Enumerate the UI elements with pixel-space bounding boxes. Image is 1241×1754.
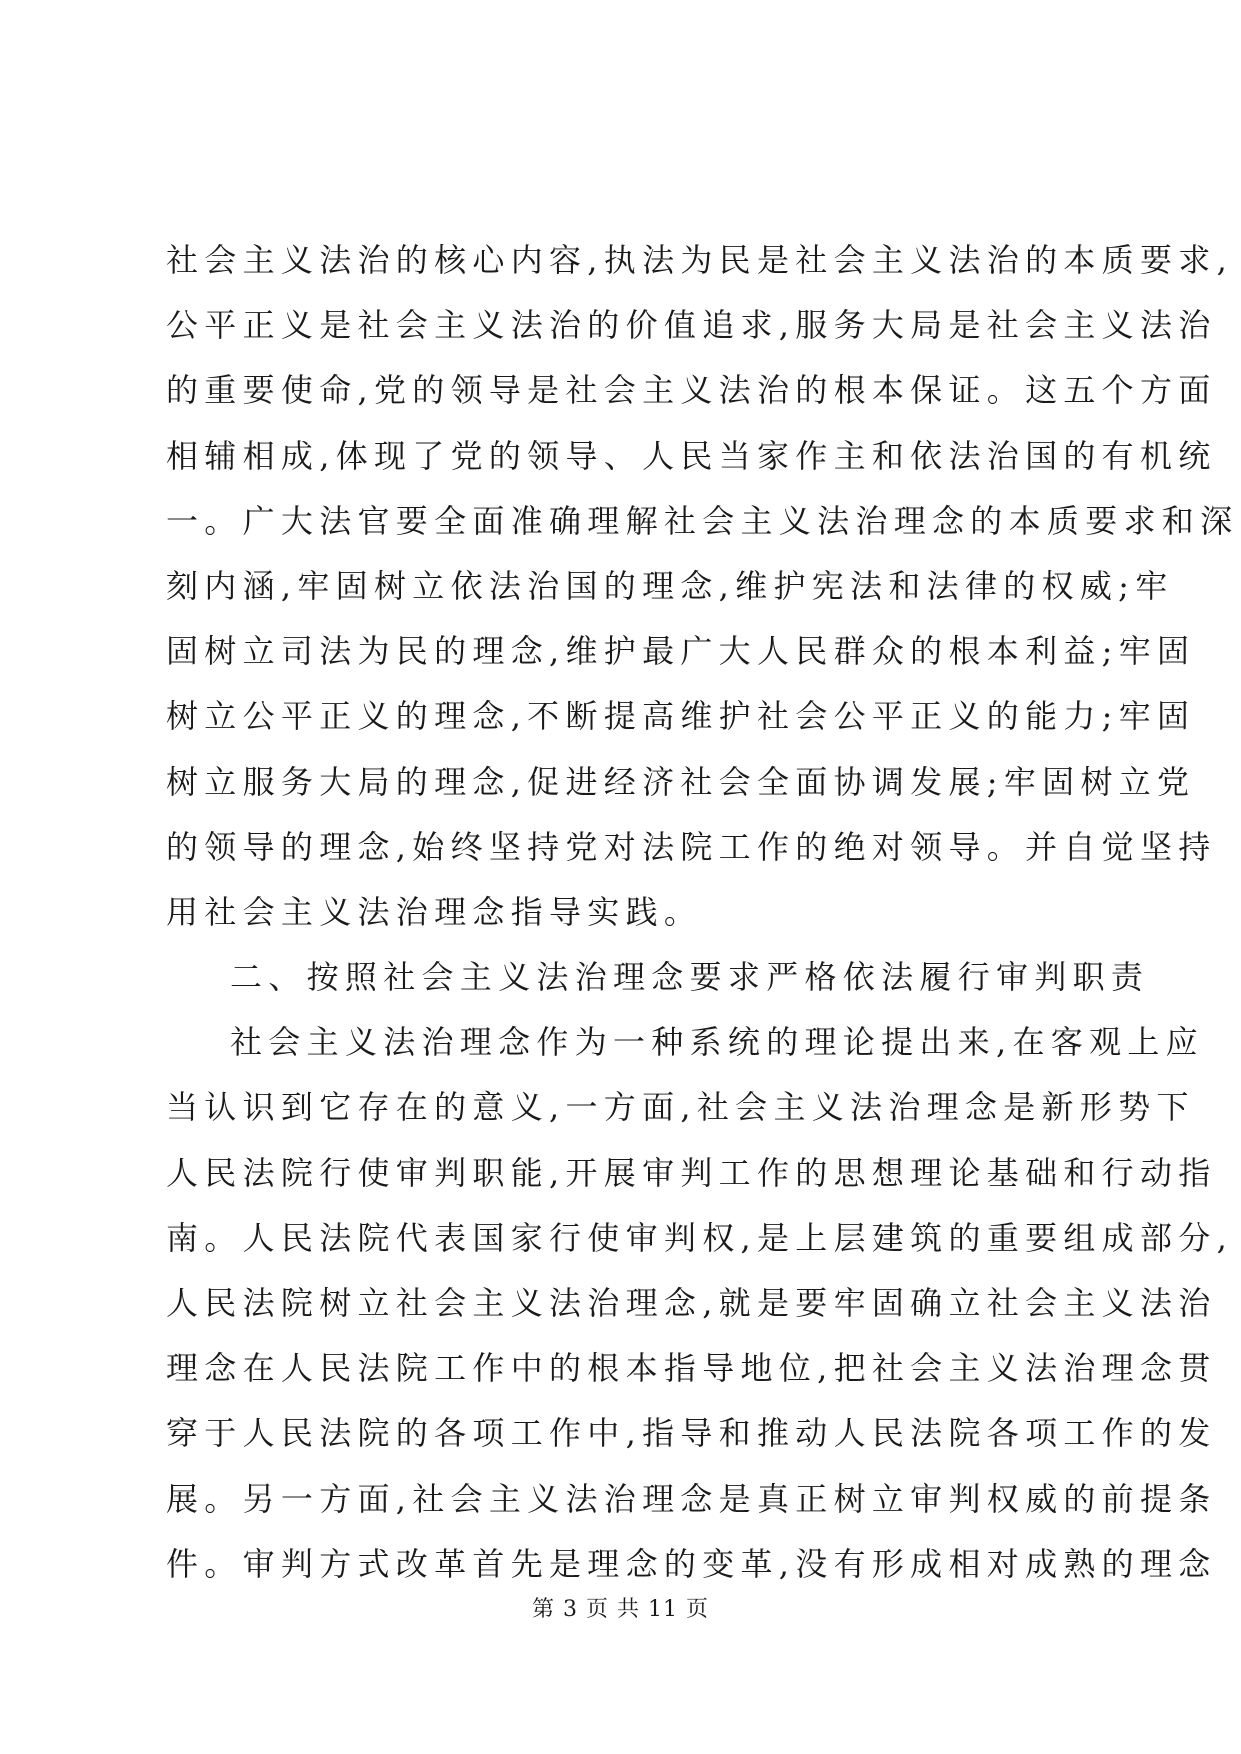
text-line: 用社会主义法治理念指导实践。 [166, 892, 703, 931]
text-line: 固树立司法为民的理念,维护最广大人民群众的根本利益;牢固 [166, 632, 1196, 671]
text-line: 展。另一方面,社会主义法治理念是真正树立审判权威的前提条 [166, 1479, 1217, 1518]
text-line: 刻内涵,牢固树立依法治国的理念,维护宪法和法律的权威;牢 [166, 566, 1174, 605]
text-line: 一。广大法官要全面准确理解社会主义法治理念的本质要求和深 [166, 501, 1239, 540]
text-line: 人民法院树立社会主义法治理念,就是要牢固确立社会主义法治 [166, 1284, 1217, 1322]
text-line: 人民法院行使审判职能,开展审判工作的思想理论基础和行动指 [166, 1153, 1217, 1192]
text-line: 当认识到它存在的意义,一方面,社会主义法治理念是新形势下 [166, 1088, 1195, 1127]
text-line: 南。人民法院代表国家行使审判权,是上层建筑的重要组成部分, [166, 1218, 1234, 1257]
text-line: 理念在人民法院工作中的根本指导地位,把社会主义法治理念贯 [166, 1349, 1217, 1388]
text-line: 社会主义法治的核心内容,执法为民是社会主义法治的本质要求, [166, 241, 1234, 279]
text-line: 社会主义法治理念作为一种系统的理论提出来,在客观上应 [230, 1023, 1204, 1062]
text-line: 树立服务大局的理念,促进经济社会全面协调发展;牢固树立党 [166, 762, 1196, 801]
text-line: 穿于人民法院的各项工作中,指导和推动人民法院各项工作的发 [166, 1414, 1217, 1453]
text-line: 树立公平正义的理念,不断提高维护社会公平正义的能力;牢固 [166, 697, 1196, 736]
section-heading: 二、按照社会主义法治理念要求严格依法履行审判职责 [230, 958, 1150, 997]
text-line: 相辅相成,体现了党的领导、人民当家作主和依法治国的有机统 [166, 436, 1217, 475]
text-line: 的领导的理念,始终坚持党对法院工作的绝对领导。并自觉坚持 [166, 827, 1217, 866]
text-line: 件。审判方式改革首先是理念的变革,没有形成相对成熟的理念 [166, 1544, 1217, 1583]
text-line: 的重要使命,党的领导是社会主义法治的根本保证。这五个方面 [166, 371, 1217, 410]
body-text [166, 228, 1239, 1597]
text-line: 公平正义是社会主义法治的价值追求,服务大局是社会主义法治 [166, 306, 1217, 345]
page-number-footer: 第 3 页 共 11 页 [532, 1597, 709, 1622]
